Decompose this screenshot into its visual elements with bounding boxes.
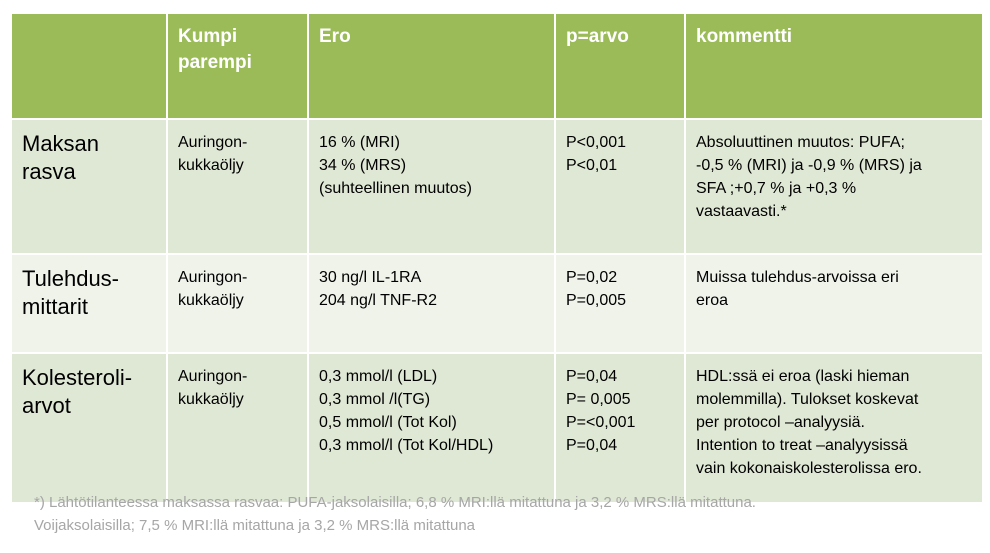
header-ero: Ero <box>308 13 555 119</box>
comment-cell: Muissa tulehdus-arvoissa eri eroa <box>685 254 983 353</box>
p-value-cell: P<0,001 P<0,01 <box>555 119 685 254</box>
p-value-cell: P=0,02 P=0,005 <box>555 254 685 353</box>
row-label: Tulehdus- mittarit <box>11 254 167 353</box>
better-cell: Auringon- kukkaöljy <box>167 119 308 254</box>
row-label: Maksan rasva <box>11 119 167 254</box>
header-kumpi-parempi: Kumpi parempi <box>167 13 308 119</box>
better-cell: Auringon- kukkaöljy <box>167 254 308 353</box>
footnote-line: *) Lähtötilanteessa maksassa rasvaa: PUFA-jaksolaisilla; 6,8 % MRI:llä mitattuna ja 3,2 % MRS:llä mitattuna. <box>34 494 756 511</box>
header-kommentti: kommentti <box>685 13 983 119</box>
table-row <box>11 119 983 254</box>
comment-cell: HDL:ssä ei eroa (laski hieman molemmilla). Tulokset koskevat per protocol –analyysiä. Intention to treat –analyysissä vain kokonaiskolesterolissa ero. <box>685 353 983 503</box>
header-empty <box>11 13 167 119</box>
table-row <box>11 254 983 353</box>
p-value-cell: P=0,04 P= 0,005 P=<0,001 P=0,04 <box>555 353 685 503</box>
difference-cell: 16 % (MRI) 34 % (MRS) (suhteellinen muutos) <box>308 119 555 254</box>
better-cell: Auringon- kukkaöljy <box>167 353 308 503</box>
header-p-arvo: p=arvo <box>555 13 685 119</box>
table-row <box>11 353 983 503</box>
comment-cell: Absoluuttinen muutos: PUFA; -0,5 % (MRI) ja -0,9 % (MRS) ja SFA ;+0,7 % ja +0,3 % vastaavasti.* <box>685 119 983 254</box>
comparison-table <box>10 12 984 504</box>
table-header-row <box>11 13 983 119</box>
footnote-line: Voijaksolaisilla; 7,5 % MRI:llä mitattuna ja 3,2 % MRS:llä mitattuna <box>34 517 476 534</box>
row-label: Kolesteroli- arvot <box>11 353 167 503</box>
difference-cell: 0,3 mmol/l (LDL) 0,3 mmol /l(TG) 0,5 mmol/l (Tot Kol) 0,3 mmol/l (Tot Kol/HDL) <box>308 353 555 503</box>
footnote <box>34 491 974 537</box>
difference-cell: 30 ng/l IL-1RA 204 ng/l TNF-R2 <box>308 254 555 353</box>
